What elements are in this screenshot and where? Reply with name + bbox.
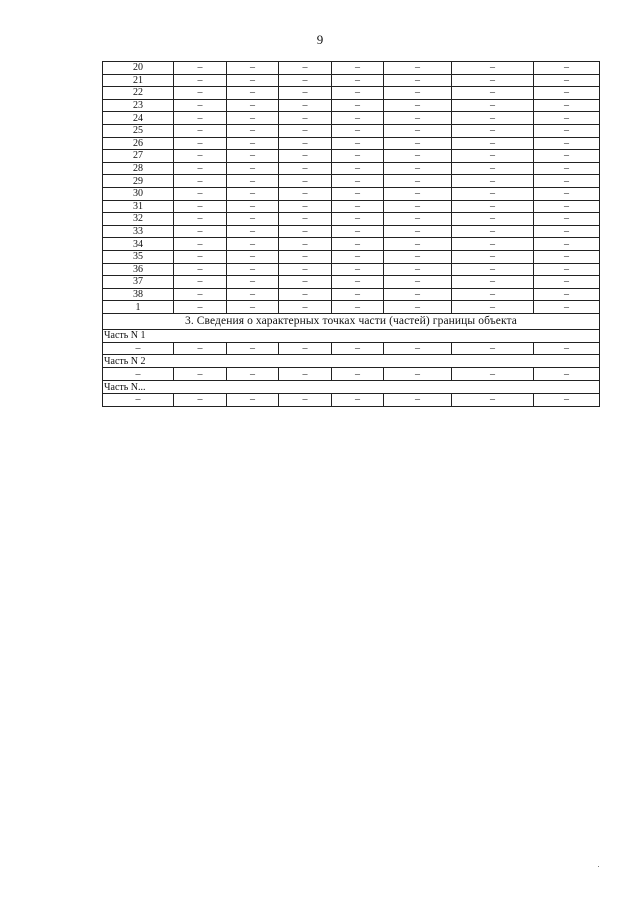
dash-cell: – <box>174 137 227 150</box>
point-row <box>103 124 600 137</box>
point-row <box>103 62 600 75</box>
point-row <box>103 200 600 213</box>
point-number-cell: 25 <box>103 124 174 137</box>
dash-cell: – <box>384 342 452 355</box>
dash-cell: – <box>384 162 452 175</box>
point-number-cell: 33 <box>103 225 174 238</box>
point-row <box>103 213 600 226</box>
dash-cell: – <box>534 187 600 200</box>
dash-cell: – <box>384 263 452 276</box>
dash-cell: – <box>534 112 600 125</box>
dash-cell: – <box>452 124 534 137</box>
dash-cell: – <box>452 301 534 314</box>
dash-cell: – <box>227 112 279 125</box>
dash-cell: – <box>534 250 600 263</box>
dash-cell: – <box>174 175 227 188</box>
dash-cell: – <box>174 301 227 314</box>
point-number-cell: 34 <box>103 238 174 251</box>
dash-cell: – <box>452 112 534 125</box>
point-row <box>103 288 600 301</box>
point-row <box>103 175 600 188</box>
dash-cell: – <box>174 74 227 87</box>
dash-cell: – <box>332 225 384 238</box>
dash-cell: – <box>384 238 452 251</box>
dash-cell: – <box>174 124 227 137</box>
point-row <box>103 112 600 125</box>
point-number-cell: 26 <box>103 137 174 150</box>
page-number: 9 <box>316 32 324 47</box>
dash-cell: – <box>452 87 534 100</box>
dash-cell: – <box>452 187 534 200</box>
point-number-cell: 28 <box>103 162 174 175</box>
dash-cell: – <box>384 62 452 75</box>
dash-cell: – <box>452 150 534 163</box>
dash-cell: – <box>452 99 534 112</box>
dash-cell: – <box>332 112 384 125</box>
point-row <box>103 225 600 238</box>
dash-cell: – <box>332 301 384 314</box>
dash-cell: – <box>384 150 452 163</box>
dash-cell: – <box>384 124 452 137</box>
dash-cell: – <box>279 112 332 125</box>
part-dash-row <box>103 368 600 381</box>
dash-cell: – <box>332 87 384 100</box>
dash-cell: – <box>332 213 384 226</box>
part-dash-row <box>103 342 600 355</box>
dash-cell: – <box>452 368 534 381</box>
dash-cell: – <box>384 276 452 289</box>
dash-cell: – <box>174 150 227 163</box>
point-row <box>103 187 600 200</box>
dash-cell: – <box>332 238 384 251</box>
dash-cell: – <box>279 263 332 276</box>
dash-cell: – <box>332 150 384 163</box>
dash-cell: – <box>279 276 332 289</box>
dash-cell: – <box>452 394 534 407</box>
point-number-cell: 23 <box>103 99 174 112</box>
dash-cell: – <box>332 288 384 301</box>
dash-cell: – <box>279 150 332 163</box>
point-number-cell: 38 <box>103 288 174 301</box>
dash-cell: – <box>452 162 534 175</box>
dash-cell: – <box>174 368 227 381</box>
dash-cell: – <box>332 175 384 188</box>
dash-cell: – <box>279 250 332 263</box>
dash-cell: – <box>227 368 279 381</box>
dash-cell: – <box>384 368 452 381</box>
dash-cell: – <box>279 74 332 87</box>
dash-cell: – <box>279 394 332 407</box>
dash-cell: – <box>534 124 600 137</box>
point-row <box>103 87 600 100</box>
dash-cell: – <box>384 137 452 150</box>
dash-cell: – <box>103 368 174 381</box>
scan-speck <box>598 866 599 867</box>
dash-cell: – <box>452 276 534 289</box>
dash-cell: – <box>227 288 279 301</box>
dash-cell: – <box>534 150 600 163</box>
dash-cell: – <box>279 162 332 175</box>
point-row <box>103 238 600 251</box>
dash-cell: – <box>384 200 452 213</box>
point-number-cell: 32 <box>103 213 174 226</box>
dash-cell: – <box>534 276 600 289</box>
dash-cell: – <box>174 342 227 355</box>
dash-cell: – <box>174 87 227 100</box>
dash-cell: – <box>227 175 279 188</box>
dash-cell: – <box>227 200 279 213</box>
point-number-cell: 20 <box>103 62 174 75</box>
dash-cell: – <box>384 187 452 200</box>
dash-cell: – <box>227 62 279 75</box>
part-label: Часть N 1 <box>103 329 600 342</box>
dash-cell: – <box>103 394 174 407</box>
point-number-cell: 37 <box>103 276 174 289</box>
point-number-cell: 22 <box>103 87 174 100</box>
dash-cell: – <box>534 213 600 226</box>
dash-cell: – <box>174 200 227 213</box>
dash-cell: – <box>227 162 279 175</box>
dash-cell: – <box>227 187 279 200</box>
dash-cell: – <box>174 238 227 251</box>
dash-cell: – <box>534 137 600 150</box>
points-table <box>102 61 600 407</box>
dash-cell: – <box>452 238 534 251</box>
point-row <box>103 276 600 289</box>
dash-cell: – <box>534 99 600 112</box>
point-number-cell: 27 <box>103 150 174 163</box>
dash-cell: – <box>332 394 384 407</box>
point-number-cell: 29 <box>103 175 174 188</box>
dash-cell: – <box>452 250 534 263</box>
section-title-row <box>103 313 600 329</box>
dash-cell: – <box>452 213 534 226</box>
dash-cell: – <box>452 175 534 188</box>
dash-cell: – <box>279 301 332 314</box>
dash-cell: – <box>534 87 600 100</box>
dash-cell: – <box>279 187 332 200</box>
dash-cell: – <box>227 342 279 355</box>
dash-cell: – <box>227 250 279 263</box>
dash-cell: – <box>534 263 600 276</box>
dash-cell: – <box>332 62 384 75</box>
dash-cell: – <box>174 213 227 226</box>
dash-cell: – <box>452 225 534 238</box>
dash-cell: – <box>174 276 227 289</box>
dash-cell: – <box>452 200 534 213</box>
dash-cell: – <box>534 301 600 314</box>
dash-cell: – <box>534 62 600 75</box>
dash-cell: – <box>279 288 332 301</box>
dash-cell: – <box>332 99 384 112</box>
point-row <box>103 99 600 112</box>
dash-cell: – <box>452 288 534 301</box>
point-number-cell: 30 <box>103 187 174 200</box>
dash-cell: – <box>384 225 452 238</box>
dash-cell: – <box>227 301 279 314</box>
dash-cell: – <box>174 99 227 112</box>
dash-cell: – <box>452 62 534 75</box>
dash-cell: – <box>384 213 452 226</box>
point-row <box>103 162 600 175</box>
part-label-row <box>103 355 600 368</box>
dash-cell: – <box>227 87 279 100</box>
point-row <box>103 263 600 276</box>
dash-cell: – <box>452 342 534 355</box>
dash-cell: – <box>174 162 227 175</box>
point-row <box>103 250 600 263</box>
dash-cell: – <box>332 162 384 175</box>
dash-cell: – <box>332 342 384 355</box>
dash-cell: – <box>174 62 227 75</box>
dash-cell: – <box>227 263 279 276</box>
dash-cell: – <box>227 225 279 238</box>
part-label-row <box>103 381 600 394</box>
dash-cell: – <box>332 187 384 200</box>
dash-cell: – <box>534 162 600 175</box>
dash-cell: – <box>227 213 279 226</box>
dash-cell: – <box>534 175 600 188</box>
point-number-cell: 36 <box>103 263 174 276</box>
dash-cell: – <box>279 225 332 238</box>
dash-cell: – <box>534 368 600 381</box>
dash-cell: – <box>534 225 600 238</box>
point-row <box>103 150 600 163</box>
dash-cell: – <box>332 124 384 137</box>
dash-cell: – <box>174 288 227 301</box>
dash-cell: – <box>452 74 534 87</box>
dash-cell: – <box>174 187 227 200</box>
dash-cell: – <box>227 150 279 163</box>
dash-cell: – <box>279 99 332 112</box>
point-number-cell: 35 <box>103 250 174 263</box>
dash-cell: – <box>384 99 452 112</box>
section-title: 3. Сведения о характерных точках части (частей) границы объекта <box>103 313 600 329</box>
part-label-row <box>103 329 600 342</box>
dash-cell: – <box>332 368 384 381</box>
dash-cell: – <box>279 200 332 213</box>
dash-cell: – <box>534 74 600 87</box>
dash-cell: – <box>534 288 600 301</box>
dash-cell: – <box>534 200 600 213</box>
dash-cell: – <box>384 288 452 301</box>
dash-cell: – <box>279 238 332 251</box>
dash-cell: – <box>534 238 600 251</box>
point-number-cell: 24 <box>103 112 174 125</box>
point-number-cell: 31 <box>103 200 174 213</box>
table-body <box>103 62 600 407</box>
dash-cell: – <box>103 342 174 355</box>
point-row <box>103 137 600 150</box>
dash-cell: – <box>279 137 332 150</box>
part-label: Часть N... <box>103 381 600 394</box>
dash-cell: – <box>332 263 384 276</box>
point-row <box>103 301 600 314</box>
dash-cell: – <box>332 137 384 150</box>
dash-cell: – <box>227 137 279 150</box>
dash-cell: – <box>227 124 279 137</box>
part-label: Часть N 2 <box>103 355 600 368</box>
point-row <box>103 74 600 87</box>
dash-cell: – <box>384 74 452 87</box>
dash-cell: – <box>452 137 534 150</box>
dash-cell: – <box>174 250 227 263</box>
point-number-cell: 21 <box>103 74 174 87</box>
dash-cell: – <box>332 200 384 213</box>
dash-cell: – <box>174 225 227 238</box>
dash-cell: – <box>174 112 227 125</box>
dash-cell: – <box>384 87 452 100</box>
dash-cell: – <box>279 342 332 355</box>
dash-cell: – <box>384 301 452 314</box>
dash-cell: – <box>534 394 600 407</box>
dash-cell: – <box>227 99 279 112</box>
dash-cell: – <box>227 238 279 251</box>
dash-cell: – <box>227 394 279 407</box>
dash-cell: – <box>452 263 534 276</box>
dash-cell: – <box>332 74 384 87</box>
dash-cell: – <box>384 394 452 407</box>
dash-cell: – <box>534 342 600 355</box>
dash-cell: – <box>227 276 279 289</box>
dash-cell: – <box>332 276 384 289</box>
dash-cell: – <box>279 62 332 75</box>
dash-cell: – <box>174 263 227 276</box>
dash-cell: – <box>279 213 332 226</box>
dash-cell: – <box>279 175 332 188</box>
part-dash-row <box>103 394 600 407</box>
dash-cell: – <box>227 74 279 87</box>
dash-cell: – <box>279 87 332 100</box>
dash-cell: – <box>174 394 227 407</box>
dash-cell: – <box>384 175 452 188</box>
dash-cell: – <box>279 368 332 381</box>
dash-cell: – <box>279 124 332 137</box>
dash-cell: – <box>384 112 452 125</box>
point-number-cell: 1 <box>103 301 174 314</box>
dash-cell: – <box>332 250 384 263</box>
dash-cell: – <box>384 250 452 263</box>
